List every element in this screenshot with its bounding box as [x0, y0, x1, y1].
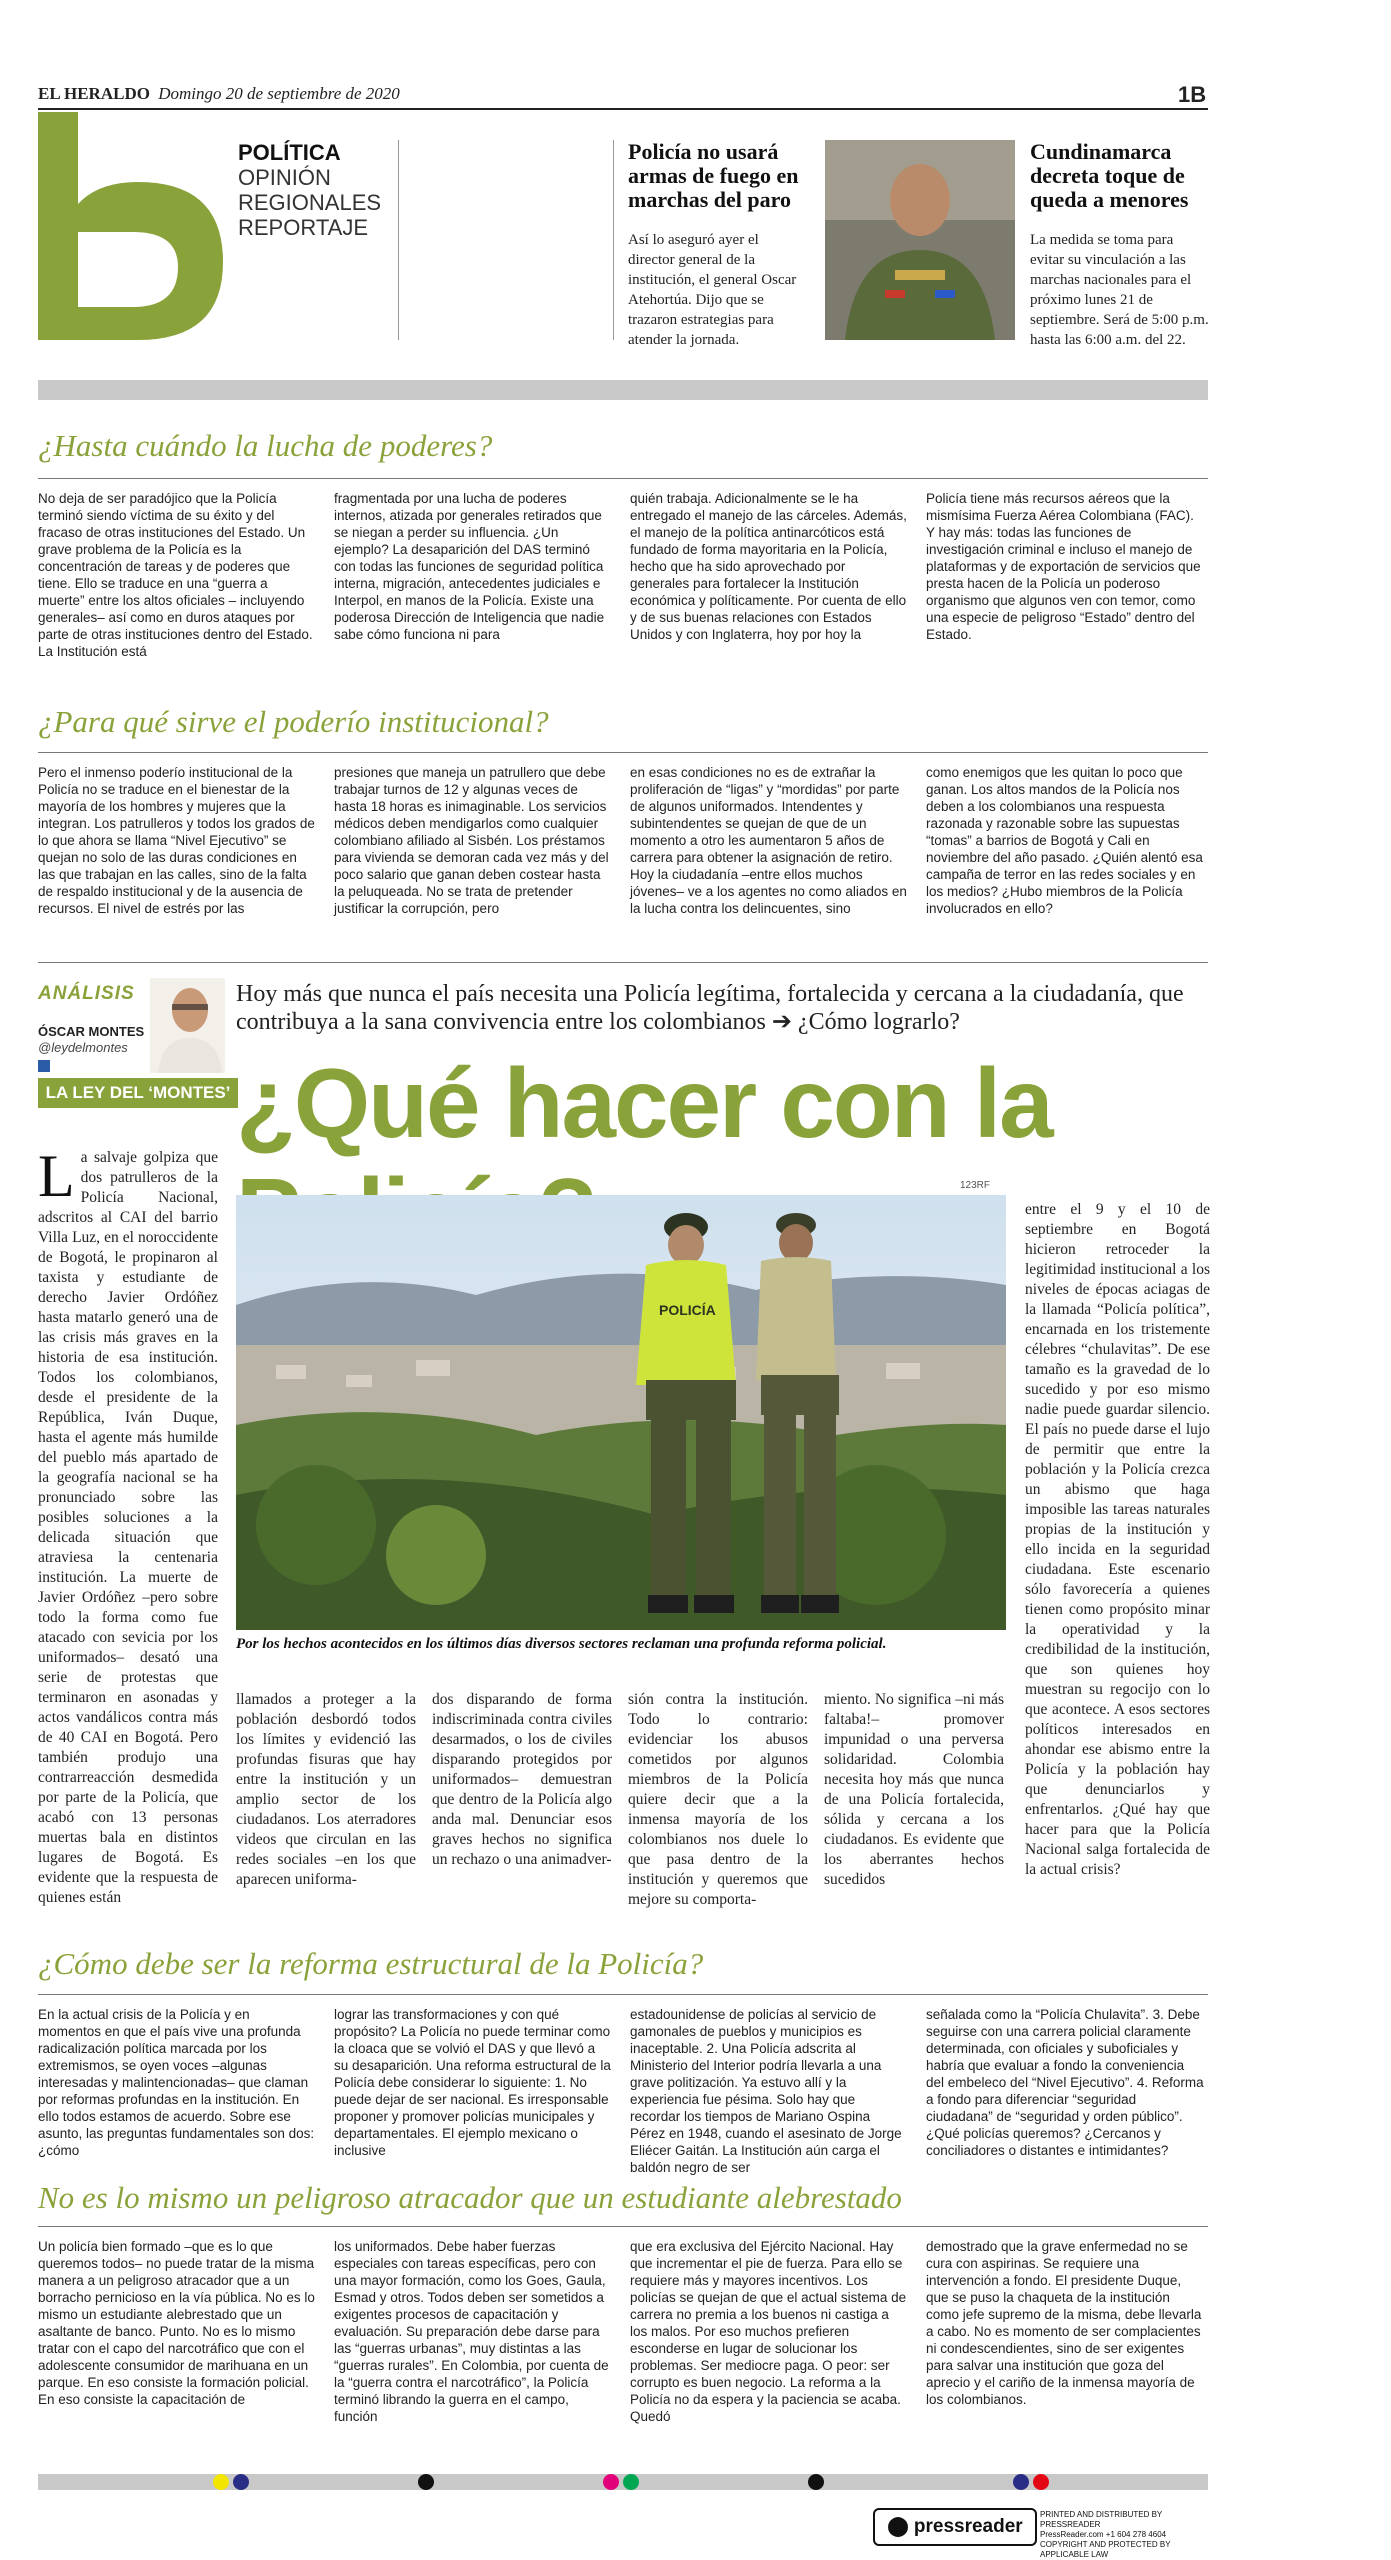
divider	[613, 140, 614, 340]
paper-name: EL HERALDO	[38, 84, 150, 103]
pressreader-notice	[1040, 2510, 1210, 2560]
photo-credit: 123RF	[960, 1180, 991, 1191]
registration-dot	[213, 2474, 229, 2490]
article-text: a salvaje golpiza que dos patrulleros de la Policía Nacional, adscritos al CAI del barrio Villa Luz, en el noroccidente de Bogotá, le propinaron al taxista y estudiante de derecho Javier Ordóñez hasta matarlo generó una de las crisis más graves en la historia de esa institución. Todos los colombianos, desde el presidente de la República, Iván Duque, hasta el agente más humilde del pueblo más apartado de la geografía nacional se ha pronunciado sobre las posibles soluciones a la delicada situación que atraviesa la centenaria institución. La muerte de Javier Ordóñez –pero sobre todo la forma como fue atacado con sevicia por los uniformados– desató una serie de protestas que terminaron en asonadas y actos vandálicos contra más de 40 CAI en Bogotá. Pero también produjo una contrarreacción desmedida por parte de la Policía, que acabó con 13 personas muertas bala en distintos lugares de Bogotá. Es evidente que la respuesta de quienes están	[38, 1149, 218, 1906]
section-column: No deja de ser paradójico que la Policía terminó siendo víctima de su éxito y del fracaso de otras instituciones del Estado. Un grave problema de la Policía es la concentración de tareas y de poderes que tiene. Ello se traduce en una “guerra a muerte” entre los altos oficiales – incluyendo generales– así como en duros ataques por parte de otras instituciones dentro del Estado. La Institución está	[38, 491, 313, 659]
article-column: llamados a proteger a la población desbordó todos los límites y evidenció las profundas fisuras que hay entre la institución y un amplio sector de los ciudadanos. Los aterradores videos que circulan en las redes sociales –en los que aparecen uniforma-	[236, 1691, 416, 1888]
issue-date: Domingo 20 de septiembre de 2020	[158, 84, 400, 103]
police-officers-photo	[236, 1195, 1006, 1630]
section-label[interactable]: REPORTAJE	[238, 215, 368, 240]
copyright-text: COPYRIGHT AND PROTECTED BY APPLICABLE LAW	[1040, 2540, 1171, 2559]
section-column: En la actual crisis de la Policía y en momentos en que el país vive una profunda radicalización política marcada por los extremismos, se oyen voces –algunas interesadas y malintencionadas– que claman por reformas profundas en la institución. En ello todos estamos de acuerdo. Sobre ese asunto, las preguntas fundamentales son dos: ¿cómo	[38, 2007, 315, 2158]
section-column: como enemigos que les quitan lo poco que ganan. Los altos mandos de la Policía nos deben a los colombianos una respuesta razonada y razonable sobre las supuestas “tomas” a barrios de Bogotá y Cali en noviembre del año pasado. ¿Quién alentó esa campaña de terror en las redes sociales y en los medios? ¿Hubo miembros de la Policía involucrados en ello?	[926, 765, 1203, 916]
column-name-badge: LA LEY DEL ‘MONTES’	[38, 1078, 238, 1108]
section-title: ¿Hasta cuándo la lucha de poderes?	[38, 428, 493, 463]
section-label[interactable]: REGIONALES	[238, 190, 382, 215]
section-column: Un policía bien formado –que es lo que queremos todos– no puede tratar de la misma manera a un peligroso atracador que a un borracho pernicioso en la vía pública. No es lo mismo un estudiante alebrestado que un asaltante de banco. Punto. No es lo mismo tratar con el capo del narcotráfico que con el adolescente consumidor de marihuana en un parque. En eso consiste la formación policial. En eso consiste la capacitación de	[38, 2239, 315, 2407]
section-rule	[38, 752, 1208, 753]
teaser-body: La medida se toma para evitar su vinculación a las marchas nacionales para el próximo lunes 21 de septiembre. Será de 5:00 p.m. hasta las 6:00 a.m. del 22.	[1030, 232, 1209, 348]
section-column: presiones que maneja un patrullero que debe trabajar turnos de 12 y algunas veces de hasta 18 horas es inimaginable. Los servicios médicos deben mendigarlos como cualquier colombiano afiliado al Sisbén. Los préstamos para vivienda se demoran cada vez más y del poco salario que ganan deben costear hasta la peluqueada. No se trata de pretender justificar la corrupción, pero	[334, 765, 609, 916]
teaser-title[interactable]: Policía no usará armas de fuego en marchas del paro	[628, 139, 799, 212]
section-column: demostrado que la grave enfermedad no se cura con aspirinas. Se requiere una intervención a fondo. El presidente Duque, que se puso la chaqueta de la institución como jefe supremo de la misma, debe llevarla a cabo. No es momento de ser complacientes ni condescendientes, sino de ser exigentes para salvar una institución que goza del aprecio y el cariño de la inmensa mayoría de los colombianos.	[926, 2239, 1202, 2407]
article-column: sión contra la institución. Todo lo contrario: evidenciar los abusos cometidos por algunos miembros de la Policía quiere decir que a la inmensa mayoría de los colombianos nos duele lo que pasa dentro de la institución y queremos que mejore su comporta-	[628, 1691, 808, 1908]
section-letter-b	[38, 112, 223, 340]
section-column: Policía tiene más recursos aéreos que la mismísima Fuerza Aérea Colombiana (FAC). Y hay más: todas las funciones de investigación criminal e incluso el manejo de plataformas y de exportación de servicios que presta hacen de la Policía un poderoso organismo que algunos ven con temor, como una especie de peligroso “Estado” dentro del Estado.	[926, 491, 1201, 642]
registration-dot	[623, 2474, 639, 2490]
section-column: los uniformados. Debe haber fuerzas especiales con tareas específicas, pero con una mayor formación, como los Goes, Gaula, Esmad y otros. Todos deben ser sometidos a exigentes procesos de capacitación y evaluación. Su preparación debe darse para las “guerras urbanas”, muy distintas a las “guerras rurales”. En Colombia, por cuenta de la “guerra contra el narcotráfico”, la Policía terminó librando la guerra en el campo, función	[334, 2239, 609, 2424]
article-column-left	[38, 1148, 218, 1973]
masthead	[38, 84, 400, 104]
registration-dot	[603, 2474, 619, 2490]
section-label[interactable]: POLÍTICA	[238, 140, 341, 165]
page-number: 1B	[1178, 82, 1207, 107]
article-headline: ¿Qué hacer con la	[236, 1048, 1052, 1158]
teaser-body: Así lo aseguró ayer el director general de la institución, el general Oscar Atehortúa. Dijo que se trazaron estrategias para atender la jornada.	[628, 232, 797, 348]
section-column: señalada como la “Policía Chulavita”. 3. Debe seguirse con una carrera policial claramente determinada, con oficiales y suboficiales y habría que evaluar a fondo la conveniencia del embeleco del “Nivel Ejecutivo”. 4. Reforma a fondo para diferenciar “seguridad ciudadana” de “seguridad y orden público”. ¿Qué policías queremos? ¿Cercanos y conciliadores o distantes e intimidantes?	[926, 2007, 1204, 2158]
pressreader-name: pressreader	[913, 2516, 1023, 2537]
vest-label: POLICÍA	[659, 1302, 716, 1318]
registration-dot	[808, 2474, 824, 2490]
analysis-kicker: ANÁLISIS	[38, 983, 135, 1004]
divider	[398, 140, 399, 340]
separator-bar	[38, 380, 1208, 400]
author-name: ÓSCAR MONTES	[38, 1024, 145, 1039]
section-title: ¿Cómo debe ser la reforma estructural de la Policía?	[38, 1946, 704, 1981]
drop-cap: L	[38, 1148, 75, 1209]
pressreader-logo[interactable]	[873, 2508, 1037, 2546]
section-title: No es lo mismo un peligroso atracador que un estudiante alebrestado	[38, 2180, 902, 2215]
section-column: lograr las transformaciones y con qué propósito? La Policía no puede terminar como la cloaca que se volvió el DAS y que llevó a su desaparición. Una reforma estructural de la Policía debe considerar lo siguiente: 1. No puede dejar de ser nacional. Es irresponsable proponer y promover policías municipales y departamentales. El ejemplo mexicano o inclusive	[334, 2007, 611, 2158]
top-rule	[38, 108, 1208, 110]
registration-dot	[233, 2474, 249, 2490]
section-column: en esas condiciones no es de extrañar la proliferación de “ligas” y “mordidas” por parte de algunos uniformados. Intendentes y subintendentes se quejan de que de un momento a otro les aumentaron 5 años de carrera para obtener la asignación de retiro. Hoy la ciudadanía –entre ellos muchos jóvenes– ve a los agentes no como aliados en la lucha contra los delincuentes, sino	[630, 765, 907, 916]
article-deck: Hoy más que nunca el país necesita una Policía legítima, fortalecida y cercana a la ciudadanía, que contribuya a la sana convivencia entre los colombianos ➔ ¿Cómo lograrlo?	[236, 981, 1184, 1035]
pressreader-icon: ⬤	[887, 2516, 914, 2537]
author-photo	[150, 978, 225, 1073]
teaser-title[interactable]: Cundinamarca decreta toque de queda a menores	[1030, 139, 1189, 212]
section-label[interactable]: OPINIÓN	[238, 165, 331, 190]
section-rule	[38, 478, 1208, 479]
contact-text[interactable]: PressReader.com +1 604 278 4604	[1040, 2530, 1167, 2539]
section-column: Pero el inmenso poderío institucional de la Policía no se traduce en el bienestar de la mayoría de los hombres y mujeres que la integran. Los patrulleros y todos los grados de lo que ahora se llama “Nivel Ejecutivo” se quejan no solo de las duras condiciones en las que trabajan en las calles, sino de la falta de respaldo institucional y de la ausencia de recursos. El nivel de estrés por las	[38, 765, 315, 916]
section-column: quién trabaja. Adicionalmente se le ha entregado el manejo de las cárceles. Además, el manejo de la política antinarcóticos está fundado de forma mayoritaria en la Policía, hecho que ha sido aprovechado por generales para fortalecer la Institución económica y políticamente. Por cuenta de ello y de sus buenas relaciones con Estados Unidos y con Inglaterra, hoy por hoy la	[630, 491, 907, 642]
section-rule	[38, 2226, 1208, 2227]
article-column: dos disparando de forma indiscriminada contra civiles desarmados, o los de civiles disparando protegidos por uniformados– demuestran que dentro de la Policía algo anda mal. Denunciar esos graves hechos no significa un rechazo o una animadver-	[432, 1691, 612, 1868]
section-title: ¿Para qué sirve el poderío institucional?	[38, 704, 549, 739]
section-column: estadounidense de policías al servicio de gamonales de pueblos y municipios es inaceptable. 2. Una Policía adscrita al Ministerio del Interior podría llevarla a una grave politización. Ya estuvo allí y la experiencia fue pésima. Solo hay que recordar los tiempos de Mariano Ospina Pérez en 1948, cuando el asesinato de Jorge Eliécer Gaitán. La Institución aún carga el baldón negro de ser	[630, 2007, 902, 2175]
section-column: que era exclusiva del Ejército Nacional. Hay que incrementar el pie de fuerza. Para ello se requiere más y mayores incentivos. Los policías se quejan de que el actual sistema de carrera no premia a los buenos ni castiga a los malos. Por eso muchos prefieren esconderse en lugar de solucionar los problemas. Ser mediocre paga. O peor: ser corrupto es buen negocio. La reforma a la Policía no da espera y la paciencia se acaba. Quedó	[630, 2239, 907, 2424]
registration-dot	[1033, 2474, 1049, 2490]
distrib-text: PRINTED AND DISTRIBUTED BY PRESSREADER	[1040, 2510, 1163, 2529]
section-rule	[38, 962, 1208, 963]
section-column: fragmentada por una lucha de poderes internos, atizada por generales retirados que se niegan a perder su influencia. ¿Un ejemplo? La desaparición del DAS terminó con todas las funciones de seguridad política interna, migración, antecedentes judiciales e Interpol, en manos de la Policía. Existe una poderosa Dirección de Inteligencia que nadie sabe cómo funciona ni para	[334, 491, 605, 642]
photo-caption: Por los hechos acontecidos en los últimos días diversos sectores reclaman una profunda reforma policial.	[236, 1636, 887, 1652]
general-portrait-photo	[825, 140, 1015, 340]
article-column: miento. No significa –ni más faltaba!– promover impunidad o una perversa solidaridad. Colombia necesita hoy más que nunca de una Policía fortalecida, sólida y cercana a los ciudadanos. Es evidente que los aberrantes hechos sucedidos	[824, 1691, 1004, 1888]
article-column-right: entre el 9 y el 10 de septiembre en Bogotá hicieron retroceder la legitimidad institucional a los niveles de épocas aciagas de la llamada “Policía política”, encarnada en los tristemente célebres “chulavitas”. De ese tamaño es la gravedad de lo sucedido y por eso mismo nadie puede guardar silencio. El país no puede darse el lujo de permitir que entre la población y la Policía crezca un abismo que haga imposible las tareas naturales propias de la institución y ello incida en la seguridad ciudadana. Este escenario sólo favorecería a quienes tienen como propósito minar la operatividad y la credibilidad de la institución, que son quienes hoy muestran su regocijo con lo que acontece. A esos sectores políticos interesados en ahondar ese abismo entre la Policía y la población hay que denunciarlos y enfrentarlos. ¿Qué hay que hacer para que la Policía Nacional salga fortalecida de la actual crisis?	[1025, 1201, 1210, 1878]
section-index	[238, 140, 398, 240]
registration-dot	[1013, 2474, 1029, 2490]
section-rule	[38, 1994, 1208, 1995]
author-handle[interactable]: @leydelmontes	[38, 1040, 128, 1055]
twitter-icon	[38, 1060, 50, 1072]
registration-dot	[418, 2474, 434, 2490]
